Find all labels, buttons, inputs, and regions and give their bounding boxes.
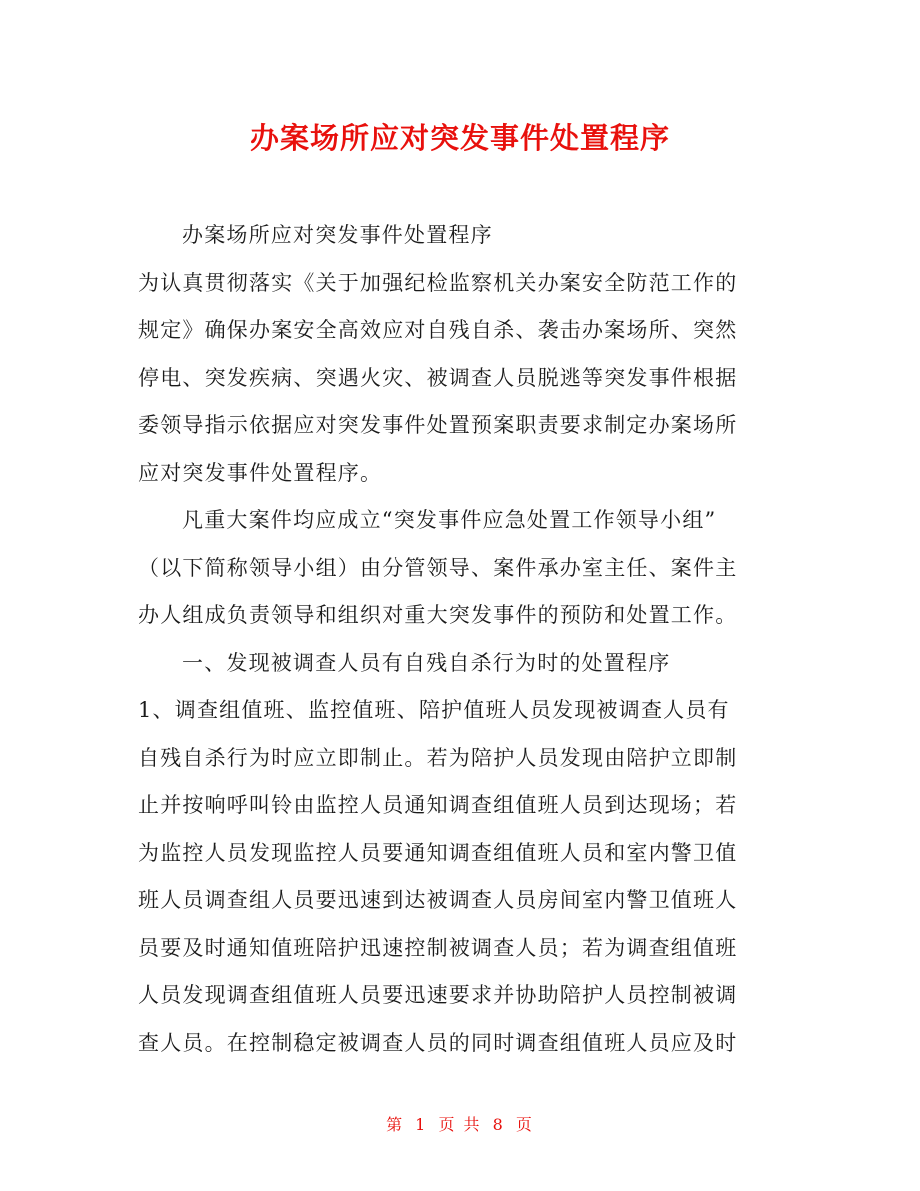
paragraph-line: 1、调查组值班、监控值班、陪护值班人员发现被调查人员有 <box>138 698 730 722</box>
paragraph-line: 班人员调查组人员要迅速到达被调查人员房间室内警卫值班人 <box>138 888 738 912</box>
paragraph-line: 应对突发事件处置程序。 <box>138 460 383 485</box>
paragraph-heading-line: 办案场所应对突发事件处置程序 <box>182 223 493 247</box>
paragraph-line: 查人员。在控制稳定被调查人员的同时调查组值班人员应及时 <box>138 1030 738 1055</box>
footer-prefix: 第 <box>386 1115 405 1134</box>
paragraph-line: 人员发现调查组值班人员要迅速要求并协助陪护人员控制被调 <box>138 983 738 1007</box>
footer-total-pages: 8 <box>492 1115 505 1134</box>
page-footer <box>0 1113 920 1137</box>
footer-suffix: 页 <box>515 1115 534 1134</box>
paragraph-line: 为认真贯彻落实《关于加强纪检监察机关办案安全防范工作的 <box>138 270 738 295</box>
paragraph-line: 自残自杀行为时应立即制止。若为陪护人员发现由陪护立即制 <box>138 745 738 770</box>
document-body <box>138 212 784 1067</box>
paragraph-line: （以下简称领导小组）由分管领导、案件承办室主任、案件主 <box>138 555 738 580</box>
footer-current-page: 1 <box>415 1115 428 1134</box>
paragraph-line: 凡重大案件均应成立“突发事件应急处置工作领导小组” <box>182 508 717 532</box>
section-heading-line: 一、发现被调查人员有自残自杀行为时的处置程序 <box>182 650 671 675</box>
paragraph-line: 规定》确保办案安全高效应对自残自杀、袭击办案场所、突然 <box>138 318 738 342</box>
paragraph-line: 止并按响呼叫铃由监控人员通知调查组值班人员到达现场；若 <box>138 793 738 817</box>
paragraph-line: 委领导指示依据应对突发事件处置预案职责要求制定办案场所 <box>138 413 738 437</box>
document-title: 办案场所应对突发事件处置程序 <box>249 121 670 155</box>
paragraph-line: 停电、突发疾病、突遇火灾、被调查人员脱逃等突发事件根据 <box>138 365 738 390</box>
paragraph-line: 办人组成负责领导和组织对重大突发事件的预防和处置工作。 <box>138 603 738 627</box>
paragraph-line: 为监控人员发现监控人员要通知调查组值班人员和室内警卫值 <box>138 840 738 865</box>
footer-mid: 页 共 <box>438 1115 482 1134</box>
paragraph-line: 员要及时通知值班陪护迅速控制被调查人员；若为调查组值班 <box>138 935 738 960</box>
